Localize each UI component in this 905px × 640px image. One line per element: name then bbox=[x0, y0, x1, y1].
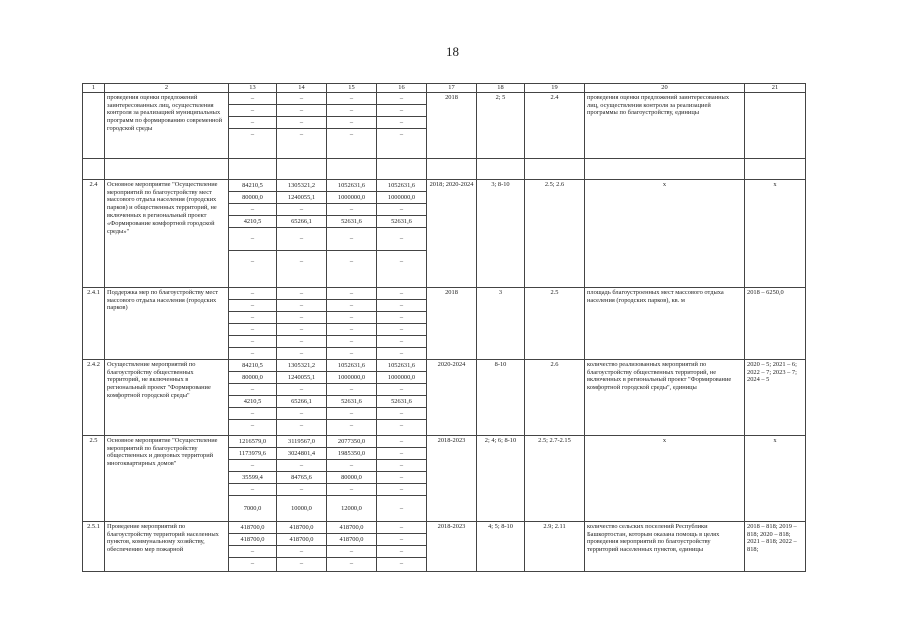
funding-cell bbox=[377, 435, 427, 521]
table-row bbox=[83, 359, 806, 435]
funding-value: 418700,0 bbox=[229, 522, 276, 534]
col-header: 21 bbox=[745, 84, 806, 93]
col-header: 20 bbox=[585, 84, 745, 93]
funding-value: – bbox=[327, 105, 376, 117]
funding-value: 1305321,2 bbox=[277, 360, 326, 372]
funding-value: – bbox=[327, 312, 376, 324]
funding-cell bbox=[229, 521, 277, 571]
funding-value: 52631,6 bbox=[377, 216, 426, 228]
funding-value: 84765,6 bbox=[277, 472, 326, 484]
funding-value: 3024801,4 bbox=[277, 448, 326, 460]
funding-cell bbox=[327, 287, 377, 359]
funding-value: 1052631,6 bbox=[377, 180, 426, 192]
funding-value: – bbox=[229, 336, 276, 348]
col-header: 15 bbox=[327, 84, 377, 93]
funding-value: – bbox=[377, 534, 426, 546]
funding-value: 65266,1 bbox=[277, 396, 326, 408]
table-row bbox=[83, 179, 806, 287]
row-number: 2.4 bbox=[83, 179, 105, 287]
funding-cell bbox=[229, 359, 277, 435]
indicator-refs-cell: 2.4 bbox=[525, 92, 585, 158]
col-header: 18 bbox=[477, 84, 525, 93]
funding-value: – bbox=[229, 460, 276, 472]
activity-name: проведения оценки предложений заинтересованных лиц, осуществления контроля за реализацией муниципальных программ по формированию современной городской среды bbox=[105, 92, 229, 158]
funding-value: – bbox=[377, 228, 426, 251]
funding-value: 80000,0 bbox=[229, 372, 276, 384]
funding-value: – bbox=[377, 460, 426, 472]
funding-value: – bbox=[229, 546, 276, 558]
funding-value: – bbox=[327, 228, 376, 251]
funding-value: 1000000,0 bbox=[377, 372, 426, 384]
funding-value: – bbox=[299, 559, 304, 567]
funding-cell bbox=[327, 92, 377, 158]
funding-value: – bbox=[327, 117, 376, 129]
funding-value: 418700,0 bbox=[277, 534, 326, 546]
funding-value: 1305321,2 bbox=[277, 180, 326, 192]
funding-value: – bbox=[277, 324, 326, 336]
funding-cell bbox=[229, 435, 277, 521]
indicator-cell: проведения оценки предложений заинтересованных лиц, осуществления контроля за реализацией программы по благоустройству, единицы bbox=[585, 92, 745, 158]
col-header: 1 bbox=[83, 84, 105, 93]
target-values-cell: х bbox=[745, 435, 806, 521]
funding-value: – bbox=[250, 421, 255, 429]
funding-value: – bbox=[377, 312, 426, 324]
empty-cell bbox=[83, 158, 105, 179]
funding-value: – bbox=[327, 288, 376, 300]
funding-value: – bbox=[277, 312, 326, 324]
funding-value: 2077350,0 bbox=[327, 436, 376, 448]
funding-value: – bbox=[277, 228, 326, 251]
task-refs-cell: 8-10 bbox=[477, 359, 525, 435]
funding-cell bbox=[277, 359, 327, 435]
funding-value: – bbox=[250, 257, 255, 265]
row-number: 2.5 bbox=[83, 435, 105, 521]
indicator-cell: площадь благоустроенных мест массового отдыха населения (городских парков), кв. м bbox=[585, 287, 745, 359]
target-values-cell: 2020 – 5; 2021 – 6; 2022 – 7; 2023 – 7; 2024 – 5 bbox=[745, 359, 806, 435]
funding-value: 1052631,6 bbox=[377, 360, 426, 372]
funding-value: – bbox=[229, 228, 276, 251]
table-row bbox=[83, 287, 806, 359]
empty-cell bbox=[525, 158, 585, 179]
indicator-cell: количество реализованных мероприятий по благоустройству общественных территорий, не включенных в региональный проект "Формирование комфортной городской среды", единицы bbox=[585, 359, 745, 435]
funding-value: – bbox=[229, 408, 276, 420]
task-refs-cell: 4; 5; 8-10 bbox=[477, 521, 525, 571]
funding-value: – bbox=[327, 93, 376, 105]
empty-cell bbox=[229, 158, 277, 179]
funding-cell bbox=[277, 287, 327, 359]
funding-value: 1000000,0 bbox=[327, 372, 376, 384]
funding-value: – bbox=[277, 204, 326, 216]
col-header: 19 bbox=[525, 84, 585, 93]
funding-value: 7000,0 bbox=[243, 504, 262, 512]
activity-name: Проведение мероприятий по благоустройству территорий населенных пунктов, коммунальному хозяйству, обеспечению мер пожарной bbox=[105, 521, 229, 571]
funding-cell bbox=[377, 359, 427, 435]
funding-cell bbox=[327, 521, 377, 571]
funding-value: – bbox=[327, 546, 376, 558]
funding-value: 3119567,0 bbox=[277, 436, 326, 448]
indicator-cell: количество сельских поселений Республики Башкортостан, которым оказана помощь в целях проведения мероприятий по благоустройству территорий населенных пунктов, единицы bbox=[585, 521, 745, 571]
funding-value: 35599,4 bbox=[229, 472, 276, 484]
funding-value: – bbox=[377, 436, 426, 448]
funding-value: – bbox=[327, 324, 376, 336]
funding-value: 1052631,6 bbox=[327, 180, 376, 192]
funding-value: – bbox=[229, 204, 276, 216]
funding-value: 10000,0 bbox=[291, 504, 312, 512]
funding-value: 84210,5 bbox=[229, 360, 276, 372]
funding-value: 65266,1 bbox=[277, 216, 326, 228]
funding-value: – bbox=[277, 336, 326, 348]
funding-value: – bbox=[377, 324, 426, 336]
funding-value: 1000000,0 bbox=[377, 192, 426, 204]
funding-value: 418700,0 bbox=[327, 522, 376, 534]
funding-cell bbox=[327, 435, 377, 521]
funding-cell bbox=[277, 179, 327, 287]
funding-value: 1240055,1 bbox=[277, 372, 326, 384]
funding-value: – bbox=[229, 300, 276, 312]
funding-value: – bbox=[250, 349, 255, 357]
empty-cell bbox=[427, 158, 477, 179]
empty-cell bbox=[277, 158, 327, 179]
funding-value: 1240055,1 bbox=[277, 192, 326, 204]
funding-value: – bbox=[327, 384, 376, 396]
activity-name: Основное мероприятие "Осуществление мероприятий по благоустройству мест массового отдыха населения (городских парков) и общественных территорий, не включенных в региональный проект «Формирование комфортной городской среды»" bbox=[105, 179, 229, 287]
col-header: 17 bbox=[427, 84, 477, 93]
funding-value: 80000,0 bbox=[229, 192, 276, 204]
funding-cell bbox=[327, 179, 377, 287]
funding-value: – bbox=[277, 384, 326, 396]
funding-value: – bbox=[229, 117, 276, 129]
funding-value: – bbox=[277, 105, 326, 117]
funding-value: – bbox=[277, 408, 326, 420]
funding-value: 418700,0 bbox=[327, 534, 376, 546]
target-values-cell: х bbox=[745, 179, 806, 287]
funding-value: – bbox=[229, 93, 276, 105]
funding-value: – bbox=[377, 117, 426, 129]
activity-name: Поддержка мер по благоустройству мест массового отдыха населения (городских парков) bbox=[105, 287, 229, 359]
funding-value: – bbox=[299, 257, 304, 265]
task-refs-cell: 3 bbox=[477, 287, 525, 359]
funding-value: – bbox=[327, 408, 376, 420]
funding-cell bbox=[277, 435, 327, 521]
page-number: 18 bbox=[446, 44, 459, 59]
funding-value: – bbox=[299, 130, 304, 138]
row-number: 2.4.2 bbox=[83, 359, 105, 435]
funding-cell bbox=[377, 92, 427, 158]
funding-value: – bbox=[299, 421, 304, 429]
years-cell: 2018 bbox=[427, 92, 477, 158]
funding-value: – bbox=[377, 300, 426, 312]
funding-value: – bbox=[399, 130, 404, 138]
funding-value: – bbox=[377, 408, 426, 420]
empty-cell bbox=[745, 158, 806, 179]
funding-value: – bbox=[349, 349, 354, 357]
funding-cell bbox=[377, 287, 427, 359]
funding-value: – bbox=[377, 472, 426, 484]
funding-cell bbox=[277, 92, 327, 158]
funding-value: 1216579,0 bbox=[229, 436, 276, 448]
spacer-row bbox=[83, 158, 806, 179]
funding-cell bbox=[229, 179, 277, 287]
program-table bbox=[82, 83, 806, 572]
funding-value: – bbox=[377, 105, 426, 117]
funding-value: – bbox=[399, 421, 404, 429]
years-cell: 2018-2023 bbox=[427, 521, 477, 571]
activity-name: Основное мероприятие "Осуществление мероприятий по благоустройству общественных и дворовых территорий многоквартирных домов" bbox=[105, 435, 229, 521]
indicator-cell: х bbox=[585, 435, 745, 521]
task-refs-cell: 2; 5 bbox=[477, 92, 525, 158]
funding-value: – bbox=[377, 288, 426, 300]
indicator-refs-cell: 2.9; 2.11 bbox=[525, 521, 585, 571]
funding-value: 52631,6 bbox=[327, 216, 376, 228]
table-row bbox=[83, 521, 806, 571]
funding-cell bbox=[327, 359, 377, 435]
funding-value: – bbox=[399, 349, 404, 357]
funding-value: – bbox=[349, 257, 354, 265]
funding-value: – bbox=[377, 522, 426, 534]
task-refs-cell: 3; 8-10 bbox=[477, 179, 525, 287]
funding-value: – bbox=[377, 484, 426, 496]
funding-value: – bbox=[277, 484, 326, 496]
funding-value: – bbox=[377, 448, 426, 460]
funding-value: – bbox=[277, 546, 326, 558]
task-refs-cell: 2; 4; 6; 8-10 bbox=[477, 435, 525, 521]
funding-value: – bbox=[327, 300, 376, 312]
funding-value: 1000000,0 bbox=[327, 192, 376, 204]
funding-value: – bbox=[229, 105, 276, 117]
funding-value: 84210,5 bbox=[229, 180, 276, 192]
funding-value: – bbox=[250, 130, 255, 138]
funding-value: 4210,5 bbox=[229, 396, 276, 408]
funding-value: – bbox=[277, 300, 326, 312]
activity-name: Осуществление мероприятий по благоустройству общественных территорий, не включенных в региональный проект "Формирование комфортной городской среды" bbox=[105, 359, 229, 435]
funding-value: – bbox=[229, 312, 276, 324]
years-cell: 2018; 2020-2024 bbox=[427, 179, 477, 287]
funding-value: 12000,0 bbox=[341, 504, 362, 512]
funding-value: – bbox=[299, 349, 304, 357]
funding-value: – bbox=[377, 546, 426, 558]
funding-value: – bbox=[229, 324, 276, 336]
funding-value: – bbox=[327, 336, 376, 348]
empty-cell bbox=[105, 158, 229, 179]
funding-value: 418700,0 bbox=[229, 534, 276, 546]
funding-value: – bbox=[277, 93, 326, 105]
col-header: 2 bbox=[105, 84, 229, 93]
funding-cell bbox=[377, 179, 427, 287]
table-row bbox=[83, 435, 806, 521]
funding-value: 80000,0 bbox=[327, 472, 376, 484]
funding-value: – bbox=[377, 93, 426, 105]
funding-value: 1173979,6 bbox=[229, 448, 276, 460]
indicator-refs-cell: 2.5 bbox=[525, 287, 585, 359]
target-values-cell: 2018 – 818; 2019 – 818; 2020 – 818; 2021 – 818; 2022 – 818; bbox=[745, 521, 806, 571]
table-row bbox=[83, 92, 806, 158]
funding-value: 52631,6 bbox=[377, 396, 426, 408]
row-number bbox=[83, 92, 105, 158]
funding-value: – bbox=[277, 288, 326, 300]
years-cell: 2020-2024 bbox=[427, 359, 477, 435]
funding-value: 4210,5 bbox=[229, 216, 276, 228]
funding-value: – bbox=[399, 504, 404, 512]
funding-value: – bbox=[377, 336, 426, 348]
funding-value: – bbox=[399, 257, 404, 265]
indicator-refs-cell: 2.5; 2.7-2.15 bbox=[525, 435, 585, 521]
col-header: 16 bbox=[377, 84, 427, 93]
funding-value: – bbox=[349, 559, 354, 567]
funding-value: – bbox=[250, 559, 255, 567]
funding-value: – bbox=[349, 421, 354, 429]
indicator-refs-cell: 2.5; 2.6 bbox=[525, 179, 585, 287]
funding-value: 1052631,6 bbox=[327, 360, 376, 372]
empty-cell bbox=[377, 158, 427, 179]
funding-value: – bbox=[229, 484, 276, 496]
funding-cell bbox=[229, 287, 277, 359]
funding-value: – bbox=[277, 460, 326, 472]
col-header: 14 bbox=[277, 84, 327, 93]
funding-value: – bbox=[377, 204, 426, 216]
target-values-cell: 2018 – 6250,0 bbox=[745, 287, 806, 359]
indicator-cell: х bbox=[585, 179, 745, 287]
funding-value: – bbox=[327, 460, 376, 472]
header-row bbox=[83, 84, 806, 93]
funding-cell bbox=[229, 92, 277, 158]
funding-cell bbox=[277, 521, 327, 571]
empty-cell bbox=[327, 158, 377, 179]
funding-value: – bbox=[229, 288, 276, 300]
col-header: 13 bbox=[229, 84, 277, 93]
empty-cell bbox=[477, 158, 525, 179]
funding-value: – bbox=[327, 484, 376, 496]
funding-value: – bbox=[277, 117, 326, 129]
funding-value: – bbox=[377, 384, 426, 396]
funding-value: – bbox=[327, 204, 376, 216]
years-cell: 2018-2023 bbox=[427, 435, 477, 521]
empty-cell bbox=[585, 158, 745, 179]
years-cell: 2018 bbox=[427, 287, 477, 359]
row-number: 2.4.1 bbox=[83, 287, 105, 359]
funding-value: – bbox=[399, 559, 404, 567]
funding-value: 52631,6 bbox=[327, 396, 376, 408]
indicator-refs-cell: 2.6 bbox=[525, 359, 585, 435]
target-values-cell bbox=[745, 92, 806, 158]
funding-value: 1985350,0 bbox=[327, 448, 376, 460]
funding-cell bbox=[377, 521, 427, 571]
funding-value: – bbox=[229, 384, 276, 396]
row-number: 2.5.1 bbox=[83, 521, 105, 571]
funding-value: – bbox=[349, 130, 354, 138]
funding-value: 418700,0 bbox=[277, 522, 326, 534]
